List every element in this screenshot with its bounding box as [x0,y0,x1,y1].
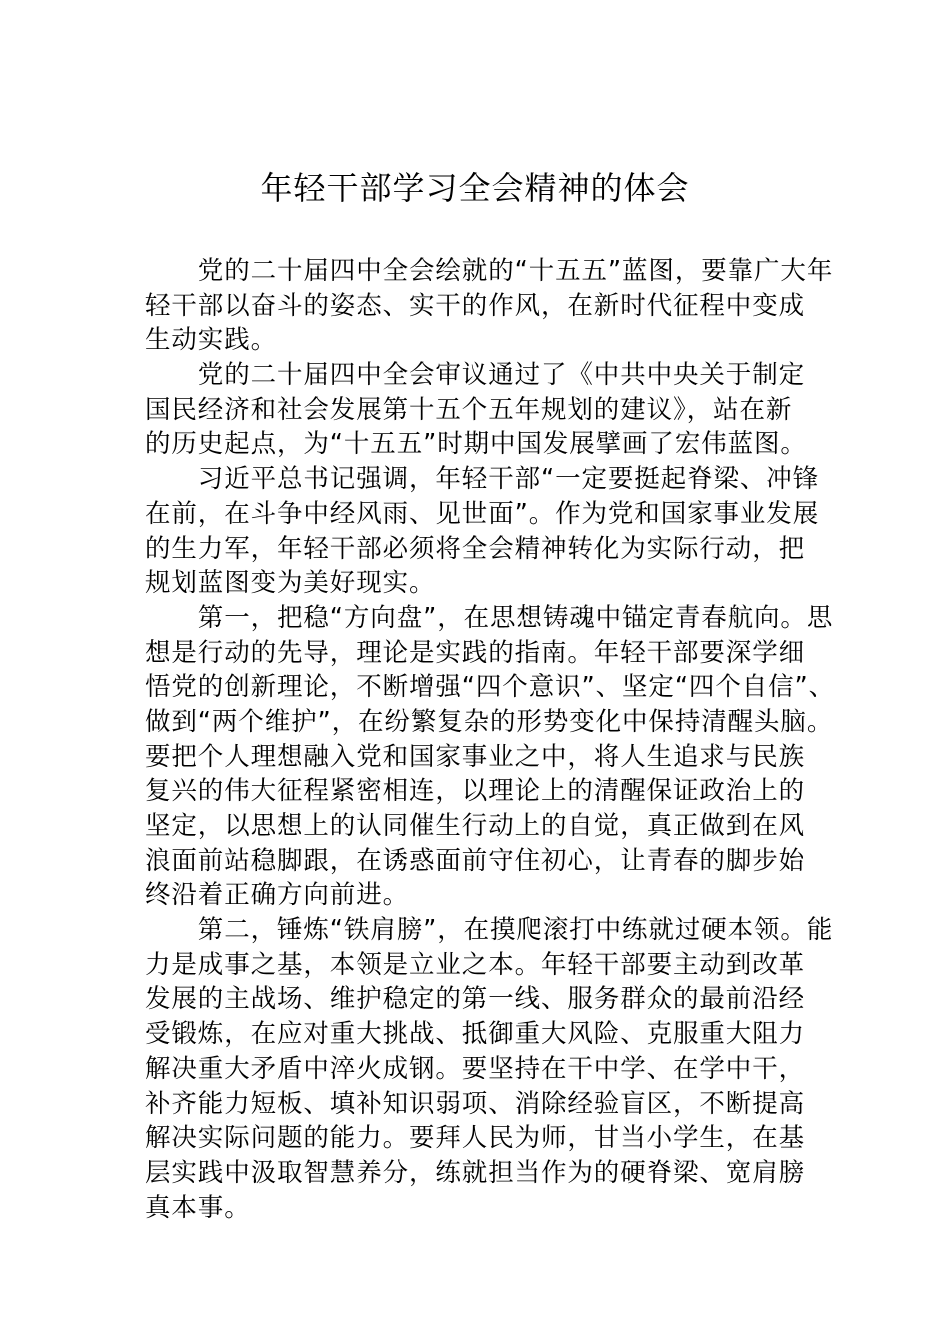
paragraph-line: 浪面前站稳脚跟，在诱惑面前守住初心，让青春的脚步始 [145,845,806,876]
paragraph-line: 党的二十届四中全会审议通过了《中共中央关于制定 [145,360,806,391]
paragraph [145,601,836,913]
paragraph-line: 坚定，以思想上的认同催生行动上的自觉，真正做到在风 [145,811,806,841]
document-body [145,254,836,1225]
paragraph-line: 层实践中汲取智慧养分，练就担当作为的硬脊梁、宽肩膀 [145,1157,806,1188]
paragraph-line: 力是成事之基，本领是立业之本。年轻干部要主动到改革 [145,949,806,980]
paragraph-line: 国民经济和社会发展第十五个五年规划的建议》，站在新 [145,394,793,425]
paragraph [145,913,834,1225]
paragraph [145,254,834,358]
paragraph-line: 做到“两个维护”，在纷繁复杂的形势变化中保持清醒头脑。 [145,706,834,737]
paragraph-line: 要把个人理想融入党和国家事业之中，将人生追求与民族 [145,741,806,772]
paragraph-line: 党的二十届四中全会绘就的“十五五”蓝图，要靠广大年 [145,256,834,286]
paragraph-line: 复兴的伟大征程紧密相连，以理论上的清醒保证政治上的 [145,776,806,807]
paragraph-line: 解决实际问题的能力。要拜人民为师，甘当小学生，在基 [145,1123,806,1154]
paragraph-line: 在前，在斗争中经风雨、见世面”。作为党和国家事业发展 [145,498,820,529]
paragraph-line: 悟党的创新理论，不断增强“四个意识”、坚定“四个自信”、 [145,672,836,703]
paragraph-line: 终沿着正确方向前进。 [145,880,410,911]
paragraph-line: 补齐能力短板、填补知识弱项、消除经验盲区，不断提高 [145,1088,806,1119]
paragraph [145,462,820,601]
document-title: 年轻干部学习全会精神的体会 [260,169,690,207]
paragraph-line: 的生力军，年轻干部必须将全会精神转化为实际行动，把 [145,533,806,564]
paragraph-line: 解决重大矛盾中淬火成钢。要坚持在干中学、在学中干， [145,1053,806,1084]
paragraph-line: 生动实践。 [145,325,278,356]
paragraph-line: 想是行动的先导，理论是实践的指南。年轻干部要深学细 [145,637,806,668]
paragraph-line: 轻干部以奋斗的姿态、实干的作风，在新时代征程中变成 [145,290,806,321]
paragraph-line: 发展的主战场、维护稳定的第一线、服务群众的最前沿经 [145,984,806,1015]
paragraph-line: 真本事。 [145,1192,251,1223]
paragraph-line: 第二，锤炼“铁肩膀”，在摸爬滚打中练就过硬本领。能 [145,915,834,946]
paragraph-line: 的历史起点，为“十五五”时期中国发展擘画了宏伟蓝图。 [145,429,807,460]
paragraph [145,358,807,462]
paragraph-line: 第一，把稳“方向盘”，在思想铸魂中锚定青春航向。思 [145,602,834,633]
paragraph-line: 习近平总书记强调，年轻干部“一定要挺起脊梁、冲锋 [145,464,820,495]
paragraph-line: 受锻炼，在应对重大挑战、抵御重大风险、克服重大阻力 [145,1019,806,1050]
paragraph-line: 规划蓝图变为美好现实。 [145,568,436,599]
